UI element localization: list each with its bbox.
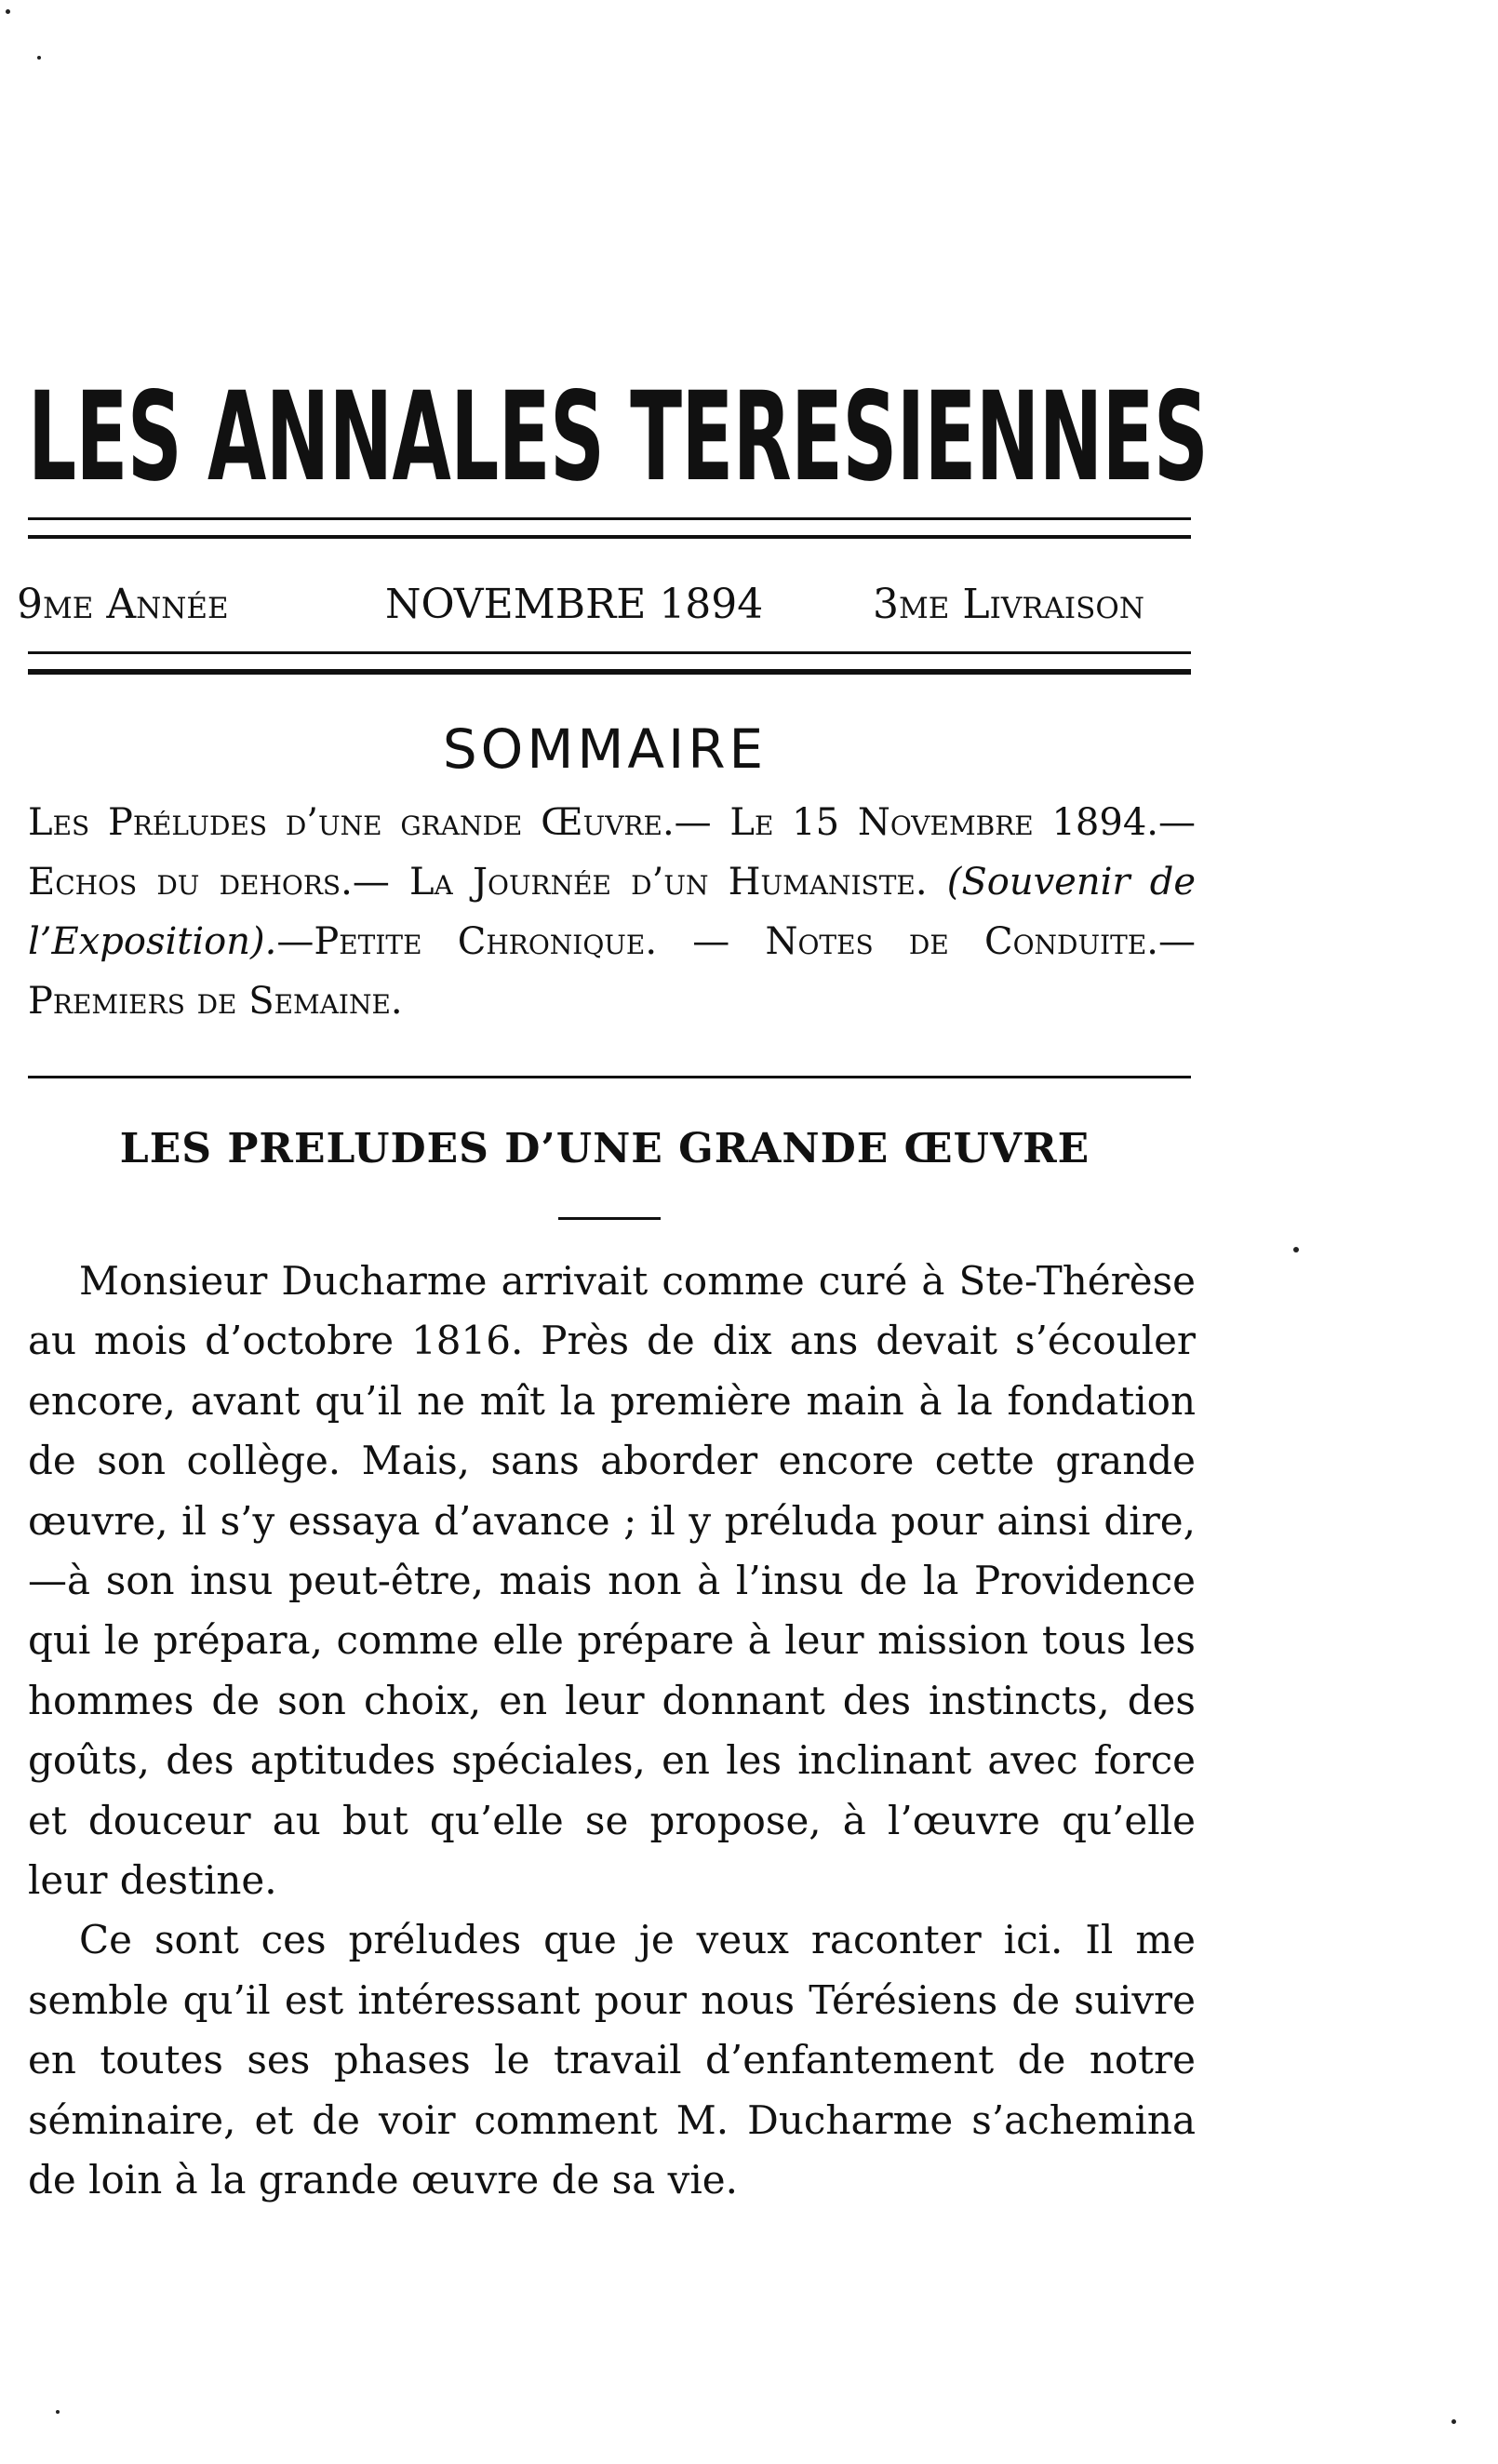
issue-number: 3me Livraison — [873, 581, 1144, 628]
scan-speck — [6, 9, 10, 14]
masthead-title: LES ANNALES TERESIENNES — [28, 366, 1209, 509]
scan-speck — [1451, 2419, 1456, 2424]
article-title-rule — [558, 1217, 661, 1220]
article-title: LES PRELUDES D’UNE GRANDE ŒUVRE — [119, 1125, 1090, 1172]
scan-speck — [56, 2410, 60, 2414]
summary-part-1: Les Préludes d’une grande Œuvre.— Le 15 Novembre 1894.— Echos du dehors.— La Journée d’un Humaniste. — [28, 801, 1196, 904]
summary-heading: SOMMAIRE — [442, 717, 768, 781]
scan-speck — [37, 56, 41, 60]
issue-rule-bottom — [28, 672, 1191, 675]
summary-part-3: —Petite Chronique. — Notes de Conduite.—Premiers de Semaine. — [28, 920, 1196, 1023]
masthead-rule-bottom — [28, 536, 1191, 539]
issue-date: NOVEMBRE 1894 — [385, 581, 764, 628]
article-paragraph-1: Monsieur Ducharme arrivait comme curé à Ste-Thérèse au mois d’octobre 1816. Près de dix ans devait s’écouler encore, avant qu’il ne mît la première main à la fondation de son collège. Mais, sans aborder encore cette grande œuvre, il s’y essaya d’avance ; il y préluda pour ainsi dire,—à son insu peut-être, mais non à l’insu de la Providence qui le prépara, comme elle prépare à leur mission tous les hommes de son choix, en leur donnant des instincts, des goûts, des aptitudes spéciales, en les inclinant avec force et douceur au but qu’elle se propose, à l’œuvre qu’elle leur destine. — [28, 1258, 1196, 1904]
summary-rule — [28, 1076, 1191, 1078]
summary-part-2: (Souvenir de l’Exposition). — [28, 861, 1196, 963]
article-body — [28, 1252, 1196, 2211]
article-paragraph-2: Ce sont ces préludes que je veux raconter ici. Il me semble qu’il est intéressant pour nous Térésiens de suivre en toutes ses phases le travail d’enfantement de notre séminaire, et de voir comment M. Ducharme s’achemina de loin à la grande œuvre de sa vie. — [28, 1917, 1196, 2203]
scan-speck — [1293, 1247, 1299, 1252]
masthead-rule-top — [28, 517, 1191, 538]
issue-rule-top — [28, 651, 1191, 672]
summary-text — [28, 793, 1196, 1031]
issue-year: 9me Année — [17, 581, 229, 628]
